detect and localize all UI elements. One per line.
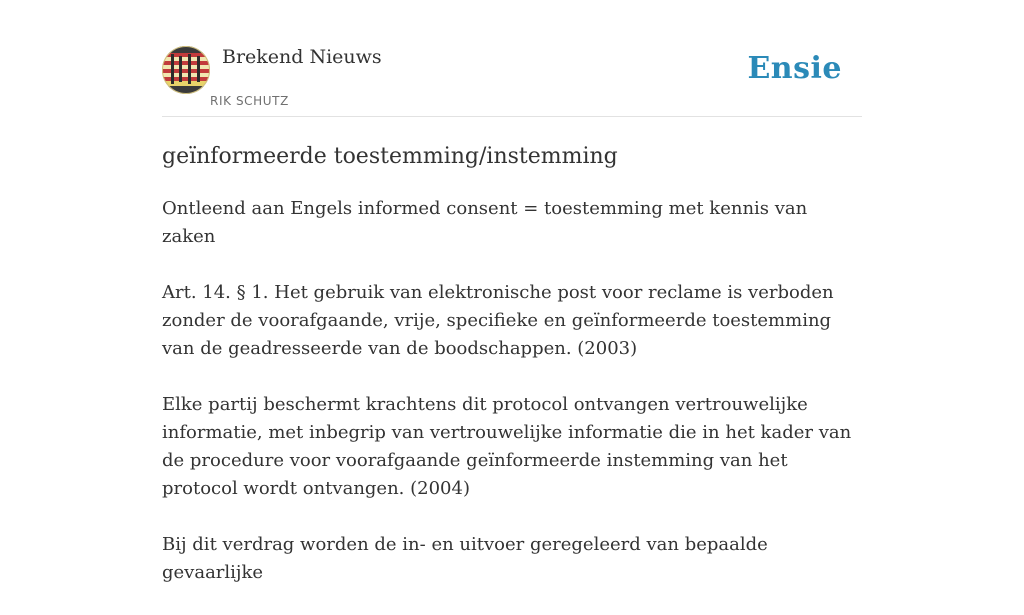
article-body: [162, 195, 862, 587]
author-name[interactable]: RIK SCHUTZ: [210, 94, 289, 108]
paragraph: Elke partij beschermt krachtens dit protocol ontvangen vertrouwelijke informatie, met inbegrip van vertrouwelijke informatie die in het kader van de procedure voor voorafgaande geïnformeerde instemming van het protocol wordt ontvangen. (2004): [162, 394, 852, 499]
brand-logo[interactable]: Ensie: [747, 51, 842, 86]
blog-name[interactable]: Brekend Nieuws: [222, 46, 382, 68]
author-avatar[interactable]: [162, 46, 210, 94]
paragraph: Bij dit verdrag worden de in- en uitvoer geregeleerd van bepaalde gevaarlijke: [162, 534, 768, 583]
article-title: geïnformeerde toestemming/instemming: [162, 144, 618, 169]
avatar-image: [162, 46, 210, 94]
paragraph: Art. 14. § 1. Het gebruik van elektronische post voor reclame is verboden zonder de voorafgaande, vrije, specifieke en geïnformeerde toestemming van de geadresseerde van de boodschappen. (2003): [162, 282, 834, 359]
article-header: [162, 44, 862, 117]
article-container: [162, 44, 862, 615]
paragraph: Ontleend aan Engels informed consent = toestemming met kennis van zaken: [162, 198, 808, 247]
